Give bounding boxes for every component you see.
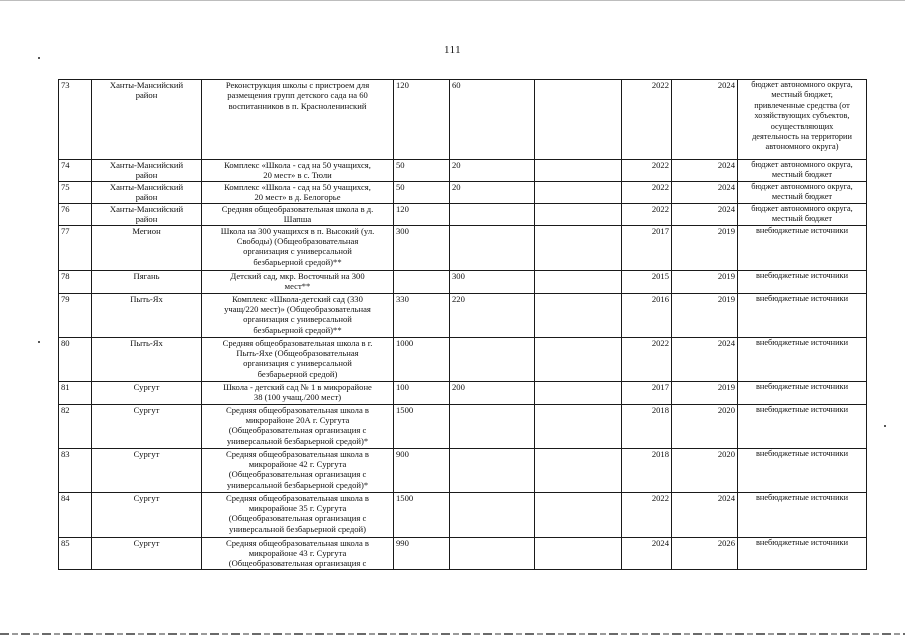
row-district: Сургут [92,537,202,569]
row-number: 76 [59,203,92,225]
table-row [59,404,867,448]
row-capacity-places: 220 [450,293,535,337]
row-number: 74 [59,160,92,182]
row-funding-source: внебюджетные источники [738,337,867,381]
row-object-name: Комплекс «Школа - сад на 50 учащихся, 20 мест» в д. Белогорье [202,181,394,203]
row-capacity-places [450,492,535,537]
row-capacity-students: 120 [394,80,450,160]
row-object-name: Комплекс «Школа - сад на 50 учащихся, 20 мест» в с. Тюли [202,160,394,182]
row-object-name: Реконструкция школы с пристроем для размещения групп детского сада на 60 воспитанников в п. Красноленинский [202,80,394,160]
row-year-end: 2019 [672,225,738,270]
row-capacity-extra [535,537,622,569]
row-year-end: 2020 [672,404,738,448]
row-number: 75 [59,181,92,203]
row-object-name: Средняя общеобразовательная школа в микрорайоне 42 г. Сургута (Общеобразовательная организация с универсальной безбарьерной средой)* [202,448,394,492]
row-year-end: 2019 [672,270,738,293]
row-district: Пыть-Ях [92,293,202,337]
table-row [59,337,867,381]
scan-edge-top [0,0,905,1]
row-capacity-extra [535,181,622,203]
row-district: Сургут [92,381,202,404]
row-capacity-students: 100 [394,381,450,404]
row-capacity-places [450,404,535,448]
row-capacity-students: 1500 [394,404,450,448]
objects-table [58,79,867,570]
row-year-start: 2017 [622,381,672,404]
row-object-name: Школа на 300 учащихся в п. Высокий (ул. Свободы) (Общеобразовательная организация с универсальной безбарьерной средой)** [202,225,394,270]
row-capacity-extra [535,492,622,537]
row-year-start: 2022 [622,181,672,203]
row-capacity-extra [535,160,622,182]
row-capacity-extra [535,80,622,160]
row-object-name: Средняя общеобразовательная школа в микрорайоне 43 г. Сургута (Общеобразовательная организация с [202,537,394,569]
row-year-end: 2020 [672,448,738,492]
row-year-end: 2019 [672,381,738,404]
row-capacity-extra [535,381,622,404]
row-year-start: 2024 [622,537,672,569]
row-number: 73 [59,80,92,160]
row-capacity-places [450,203,535,225]
row-object-name: Комплекс «Школа-детский сад (330 учащ/220 мест)» (Общеобразовательная организация с универсальной безбарьерной средой)** [202,293,394,337]
table-row [59,448,867,492]
row-year-start: 2016 [622,293,672,337]
row-capacity-places: 20 [450,160,535,182]
row-year-start: 2015 [622,270,672,293]
row-district: Сургут [92,492,202,537]
row-district: Ханты-Мансийский район [92,80,202,160]
table-row [59,225,867,270]
row-year-start: 2018 [622,448,672,492]
row-object-name: Средняя общеобразовательная школа в г. Пыть-Яхе (Общеобразовательная организация с универсальной безбарьерной средой) [202,337,394,381]
row-capacity-students: 900 [394,448,450,492]
row-number: 85 [59,537,92,569]
row-year-start: 2022 [622,337,672,381]
row-capacity-students: 300 [394,225,450,270]
row-district: Мегион [92,225,202,270]
row-funding-source: внебюджетные источники [738,381,867,404]
row-capacity-students: 50 [394,181,450,203]
row-capacity-extra [535,293,622,337]
row-capacity-students: 1000 [394,337,450,381]
row-year-end: 2024 [672,80,738,160]
row-capacity-places [450,337,535,381]
row-number: 79 [59,293,92,337]
table-row [59,203,867,225]
row-funding-source: внебюджетные источники [738,225,867,270]
row-year-end: 2024 [672,160,738,182]
row-year-start: 2018 [622,404,672,448]
row-funding-source: бюджет автономного округа, местный бюджет [738,181,867,203]
table-row [59,80,867,160]
row-year-end: 2026 [672,537,738,569]
row-capacity-places: 60 [450,80,535,160]
row-district: Сургут [92,448,202,492]
row-number: 78 [59,270,92,293]
row-year-start: 2017 [622,225,672,270]
row-capacity-places: 20 [450,181,535,203]
row-district: Ханты-Мансийский район [92,203,202,225]
row-capacity-students: 120 [394,203,450,225]
scan-edge-bottom [0,633,905,635]
row-number: 80 [59,337,92,381]
row-capacity-places [450,537,535,569]
row-object-name: Детский сад, мкр. Восточный на 300 мест** [202,270,394,293]
row-capacity-extra [535,448,622,492]
row-district: Пягань [92,270,202,293]
row-capacity-students [394,270,450,293]
row-district: Ханты-Мансийский район [92,181,202,203]
row-number: 81 [59,381,92,404]
row-district: Ханты-Мансийский район [92,160,202,182]
row-capacity-students: 1500 [394,492,450,537]
table-row [59,270,867,293]
row-capacity-places [450,225,535,270]
table-row [59,537,867,569]
row-funding-source: внебюджетные источники [738,537,867,569]
row-year-end: 2024 [672,203,738,225]
row-funding-source: бюджет автономного округа, местный бюджет [738,203,867,225]
table-row [59,181,867,203]
page-number: 111 [444,44,462,56]
row-capacity-extra [535,404,622,448]
row-funding-source: бюджет автономного округа, местный бюджет [738,160,867,182]
row-year-start: 2022 [622,203,672,225]
row-funding-source: внебюджетные источники [738,404,867,448]
row-object-name: Школа - детский сад № 1 в микрорайоне 38 (100 учащ./200 мест) [202,381,394,404]
row-district: Пыть-Ях [92,337,202,381]
row-funding-source: внебюджетные источники [738,293,867,337]
row-year-end: 2019 [672,293,738,337]
row-number: 77 [59,225,92,270]
row-capacity-extra [535,337,622,381]
table-row [59,160,867,182]
row-capacity-places: 300 [450,270,535,293]
row-funding-source: внебюджетные источники [738,492,867,537]
scan-speck [38,57,40,59]
row-capacity-extra [535,203,622,225]
scan-speck [38,341,40,343]
row-funding-source: внебюджетные источники [738,270,867,293]
table-row [59,381,867,404]
row-capacity-places [450,448,535,492]
row-number: 83 [59,448,92,492]
table-row [59,293,867,337]
row-capacity-students: 50 [394,160,450,182]
row-capacity-places: 200 [450,381,535,404]
table-row [59,492,867,537]
row-object-name: Средняя общеобразовательная школа в микрорайоне 35 г. Сургута (Общеобразовательная организация с универсальной безбарьерной средой) [202,492,394,537]
row-number: 82 [59,404,92,448]
table-body [59,80,867,570]
row-year-start: 2022 [622,492,672,537]
row-funding-source: бюджет автономного округа, местный бюджет, привлеченные средства (от хозяйствующих субъектов, осуществляющих деятельность на территории автономного округа) [738,80,867,160]
scan-speck [884,425,886,427]
row-district: Сургут [92,404,202,448]
row-funding-source: внебюджетные источники [738,448,867,492]
row-object-name: Средняя общеобразовательная школа в д. Шапша [202,203,394,225]
row-year-end: 2024 [672,181,738,203]
row-year-start: 2022 [622,80,672,160]
row-object-name: Средняя общеобразовательная школа в микрорайоне 20А г. Сургута (Общеобразовательная организация с универсальной безбарьерной средой)* [202,404,394,448]
row-capacity-extra [535,225,622,270]
row-capacity-extra [535,270,622,293]
row-year-start: 2022 [622,160,672,182]
row-capacity-students: 330 [394,293,450,337]
row-number: 84 [59,492,92,537]
row-year-end: 2024 [672,492,738,537]
row-capacity-students: 990 [394,537,450,569]
row-year-end: 2024 [672,337,738,381]
